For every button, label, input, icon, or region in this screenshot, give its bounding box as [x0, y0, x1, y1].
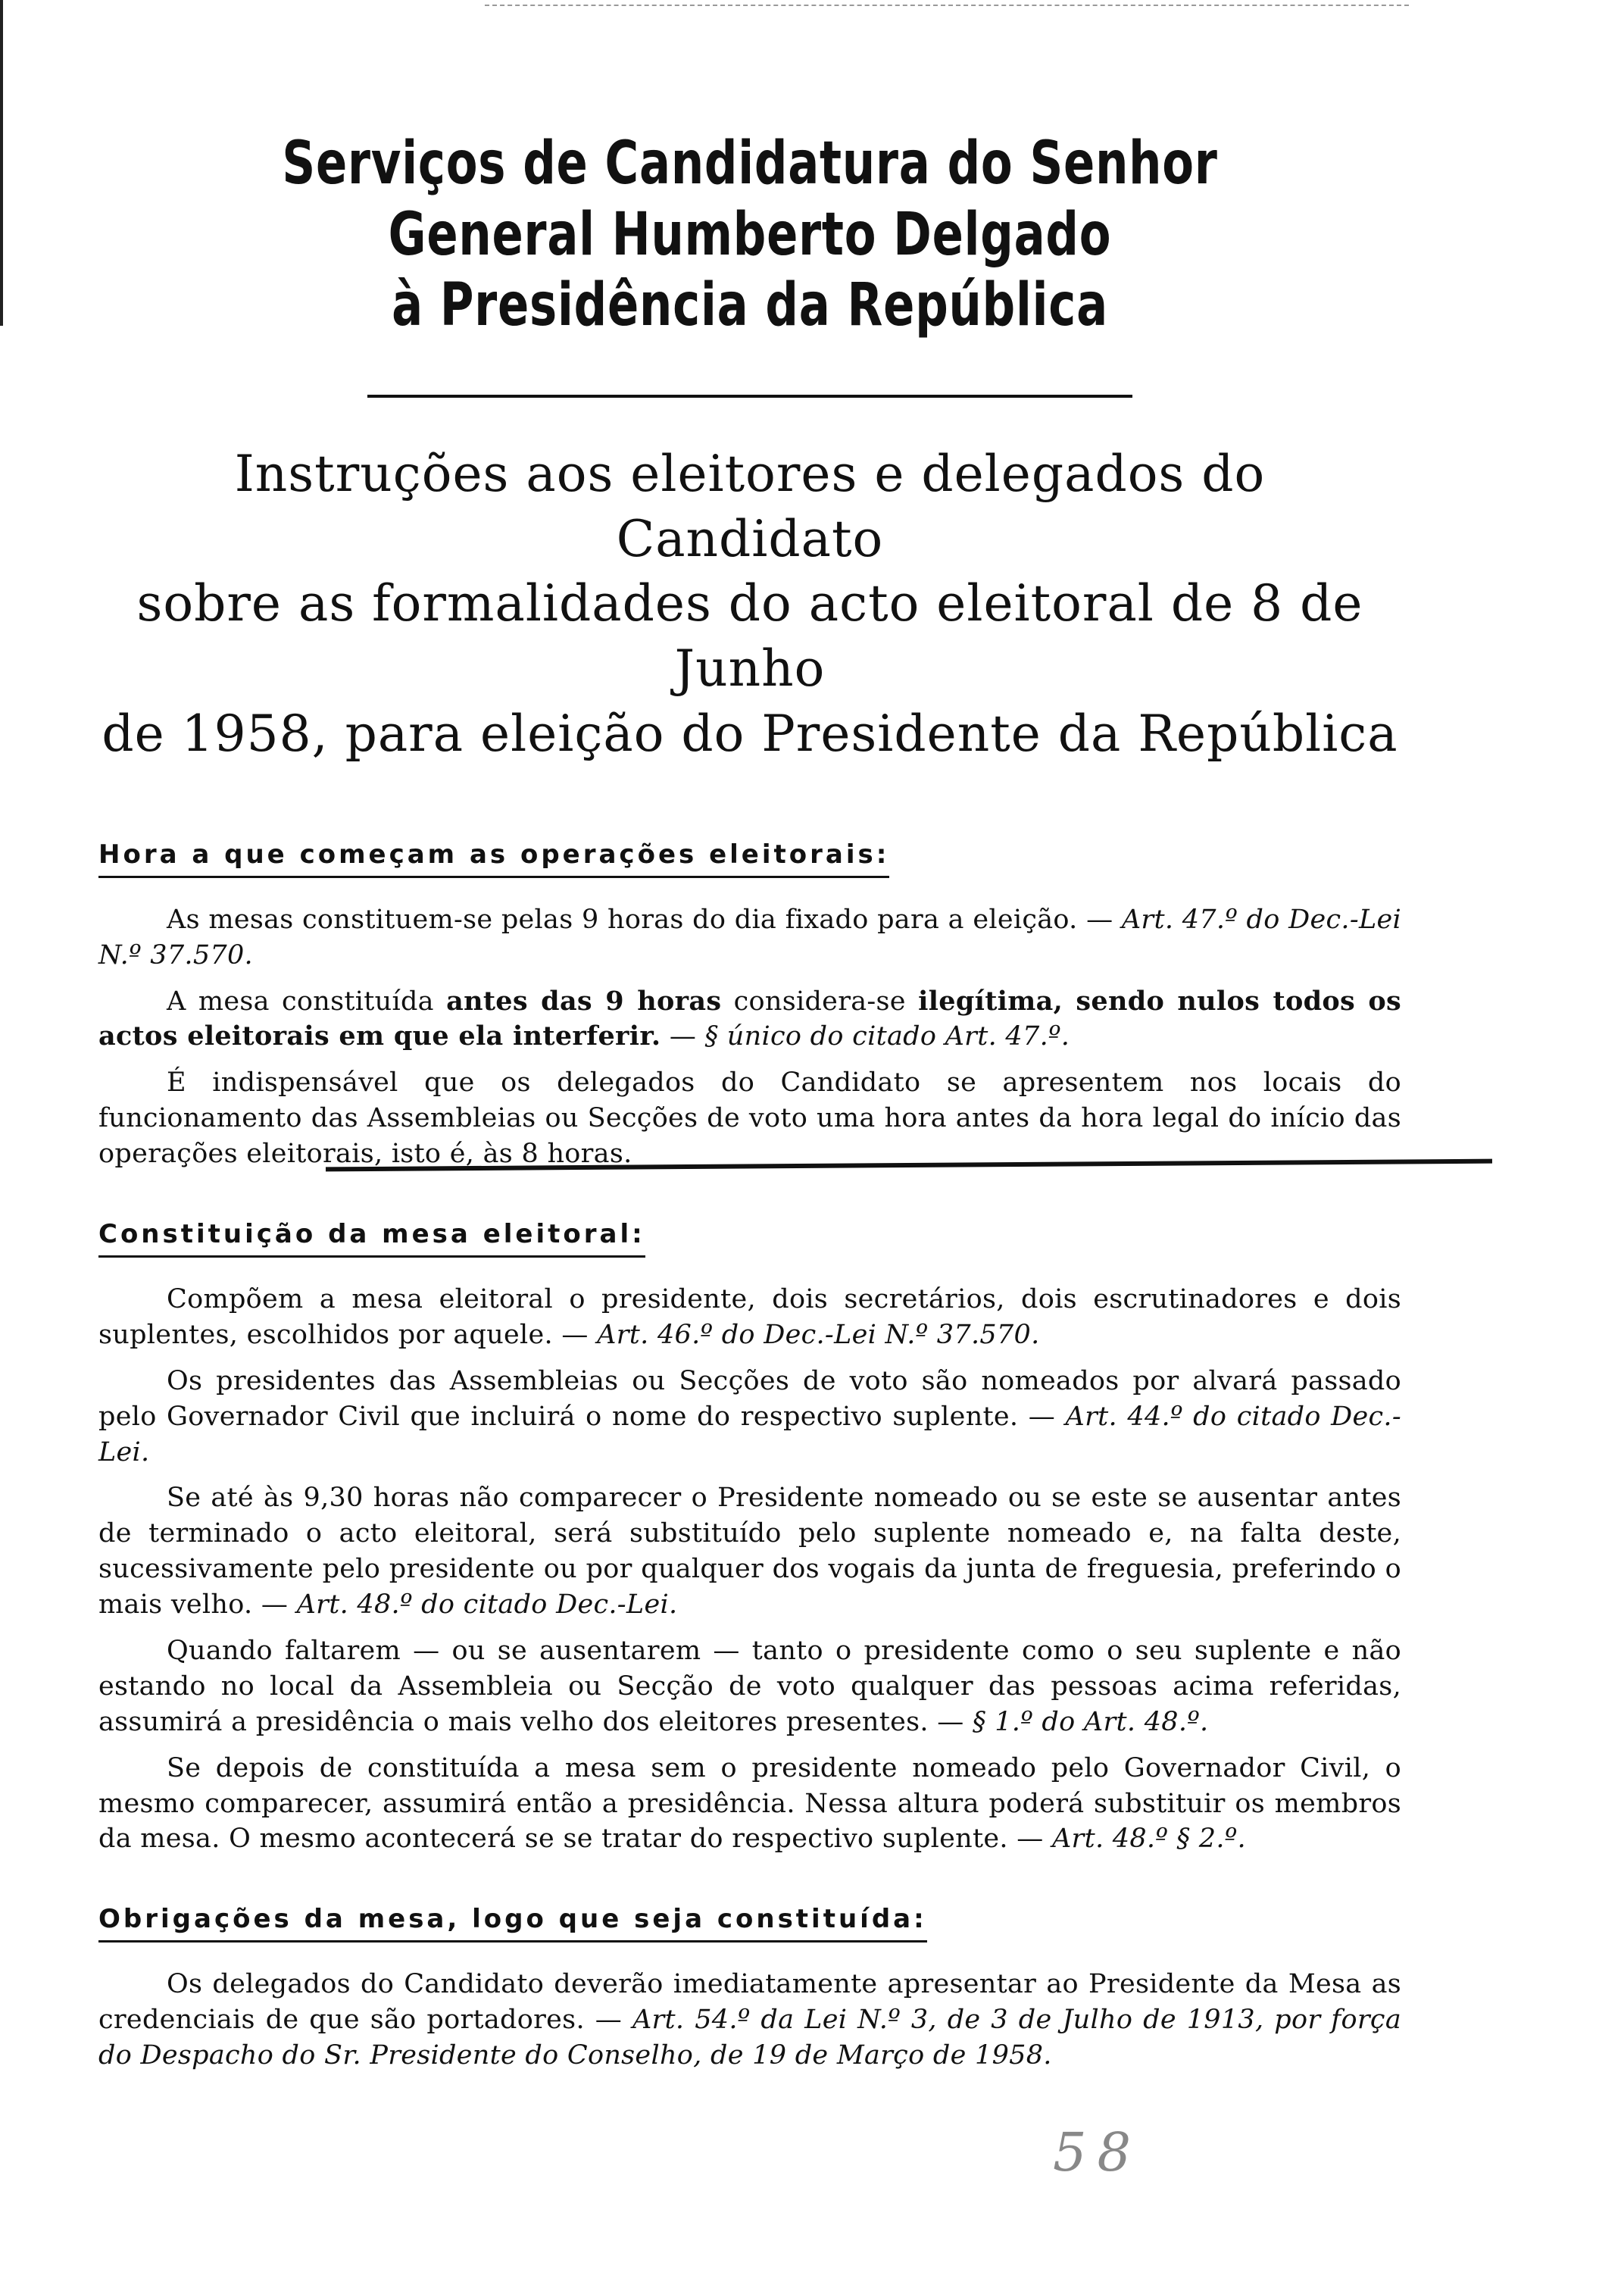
- legal-reference: Art. 48.º § 2.º.: [1051, 1824, 1246, 1855]
- paragraph: [98, 902, 1401, 974]
- legal-reference: § único do citado Art. 47.º.: [704, 1021, 1070, 1052]
- section-heading-board-composition: Constituição da mesa eleitoral:: [98, 1219, 645, 1258]
- legal-reference: Art. 54.º da Lei N.º 3, de 3 de Julho de 1913, por força do Despacho do Sr. Presidente do Conselho, de 19 de Março de 1958.: [98, 2005, 1402, 2071]
- document-subtitle: [98, 442, 1401, 767]
- emphasis-text: ilegítima, sendo nulos todos os actos eleitorais em que ela interferir.: [98, 985, 1401, 1052]
- paragraph-text: Os presidentes das Assembleias ou Secções de voto são nomeados por alvará passado pelo Governador Civil que incluirá o nome do respectivo suplente. —: [98, 1365, 1401, 1432]
- legal-reference: § 1.º do Art. 48.º.: [972, 1706, 1209, 1737]
- paragraph-struck: [98, 1065, 1401, 1172]
- section-body: [98, 1282, 1401, 1857]
- document-header: [98, 129, 1401, 342]
- header-line-2: à Presidência da República: [392, 271, 1108, 340]
- header-line-1: Serviços de Candidatura do Senhor General Humberto Delgado: [282, 130, 1218, 269]
- paragraph: [98, 1633, 1401, 1740]
- paragraph-text: As mesas constituem-se pelas 9 horas do dia fixado para a eleição. —: [167, 904, 1122, 935]
- paragraph-text: considera-se: [721, 986, 919, 1017]
- section-start-time: [98, 839, 1401, 1172]
- scan-edge-mark: [0, 0, 3, 326]
- paragraph-text: É indispensável que os delegados do Candidato se apresentem nos locais do funcionamento das Assembleias ou Secções de voto uma hora antes da hora legal do início das operações eleitorais, isto é, às 8 horas.: [98, 1067, 1401, 1170]
- legal-reference: Art. 47.º do Dec.-Lei N.º 37.570.: [98, 904, 1401, 970]
- paragraph: [98, 1282, 1401, 1353]
- subtitle-line-3: de 1958, para eleição do Presidente da República: [102, 704, 1398, 763]
- paragraph-text: Se depois de constituída a mesa sem o presidente nomeado pelo Governador Civil, o mesmo comparecer, assumirá então a presidência. Nessa altura poderá substituir os membros da mesa. O mesmo acontecerá se se tratar do respectivo suplente. —: [98, 1752, 1401, 1855]
- paragraph-text: Se até às 9,30 horas não comparecer o Presidente nomeado ou se este se ausentar antes de terminado o acto eleitoral, será substituído pelo suplente nomeado e, na falta deste, sucessivamente pelo presidente ou por qualquer dos vogais da junta de freguesia, preferindo o mais velho. —: [98, 1483, 1401, 1621]
- legal-reference: Art. 46.º do Dec.-Lei N.º 37.570.: [597, 1319, 1040, 1350]
- section-body: [98, 902, 1401, 1172]
- legal-reference: Art. 48.º do citado Dec.-Lei.: [296, 1589, 678, 1621]
- handwritten-note: 58: [1053, 2121, 1142, 2183]
- subtitle-line-2: sobre as formalidades do acto eleitoral de 8 de Junho: [136, 574, 1363, 699]
- paragraph-text: Os delegados do Candidato deverão imediatamente apresentar ao Presidente da Mesa as credenciais de que são portadores. —: [98, 1969, 1401, 2036]
- emphasis-text: antes das 9 horas: [446, 985, 722, 1017]
- section-board-obligations: [98, 1904, 1401, 2074]
- section-board-composition: [98, 1219, 1401, 1857]
- section-heading-board-obligations: Obrigações da mesa, logo que seja constituída:: [98, 1904, 927, 1943]
- header-divider: [367, 395, 1132, 398]
- paragraph-text: A mesa constituída: [167, 986, 447, 1017]
- section-heading-start-time: Hora a que começam as operações eleitorais:: [98, 839, 889, 878]
- paragraph: [98, 1364, 1401, 1471]
- paragraph-text: —: [661, 1021, 705, 1052]
- paragraph-text: Quando faltarem — ou se ausentarem — tanto o presidente como o seu suplente e não estando no local da Assembleia ou Secção de voto qualquer das pessoas acima referidas, assumirá a presidência o mais velho dos eleitores presentes. —: [98, 1636, 1401, 1737]
- paragraph: [98, 1480, 1401, 1623]
- legal-reference: Art. 44.º do citado Dec.-Lei.: [98, 1401, 1401, 1467]
- scan-top-dash: [485, 5, 1409, 6]
- subtitle-line-1: Instruções aos eleitores e delegados do Candidato: [234, 444, 1266, 568]
- paragraph: [98, 984, 1401, 1055]
- paragraph: [98, 1967, 1401, 2074]
- section-body: [98, 1967, 1401, 2074]
- paragraph: [98, 1751, 1401, 1858]
- document-page: [98, 129, 1401, 2074]
- paragraph-text: Compõem a mesa eleitoral o presidente, dois secretários, dois escrutinadores e dois suplentes, escolhidos por aquele. —: [98, 1284, 1401, 1350]
